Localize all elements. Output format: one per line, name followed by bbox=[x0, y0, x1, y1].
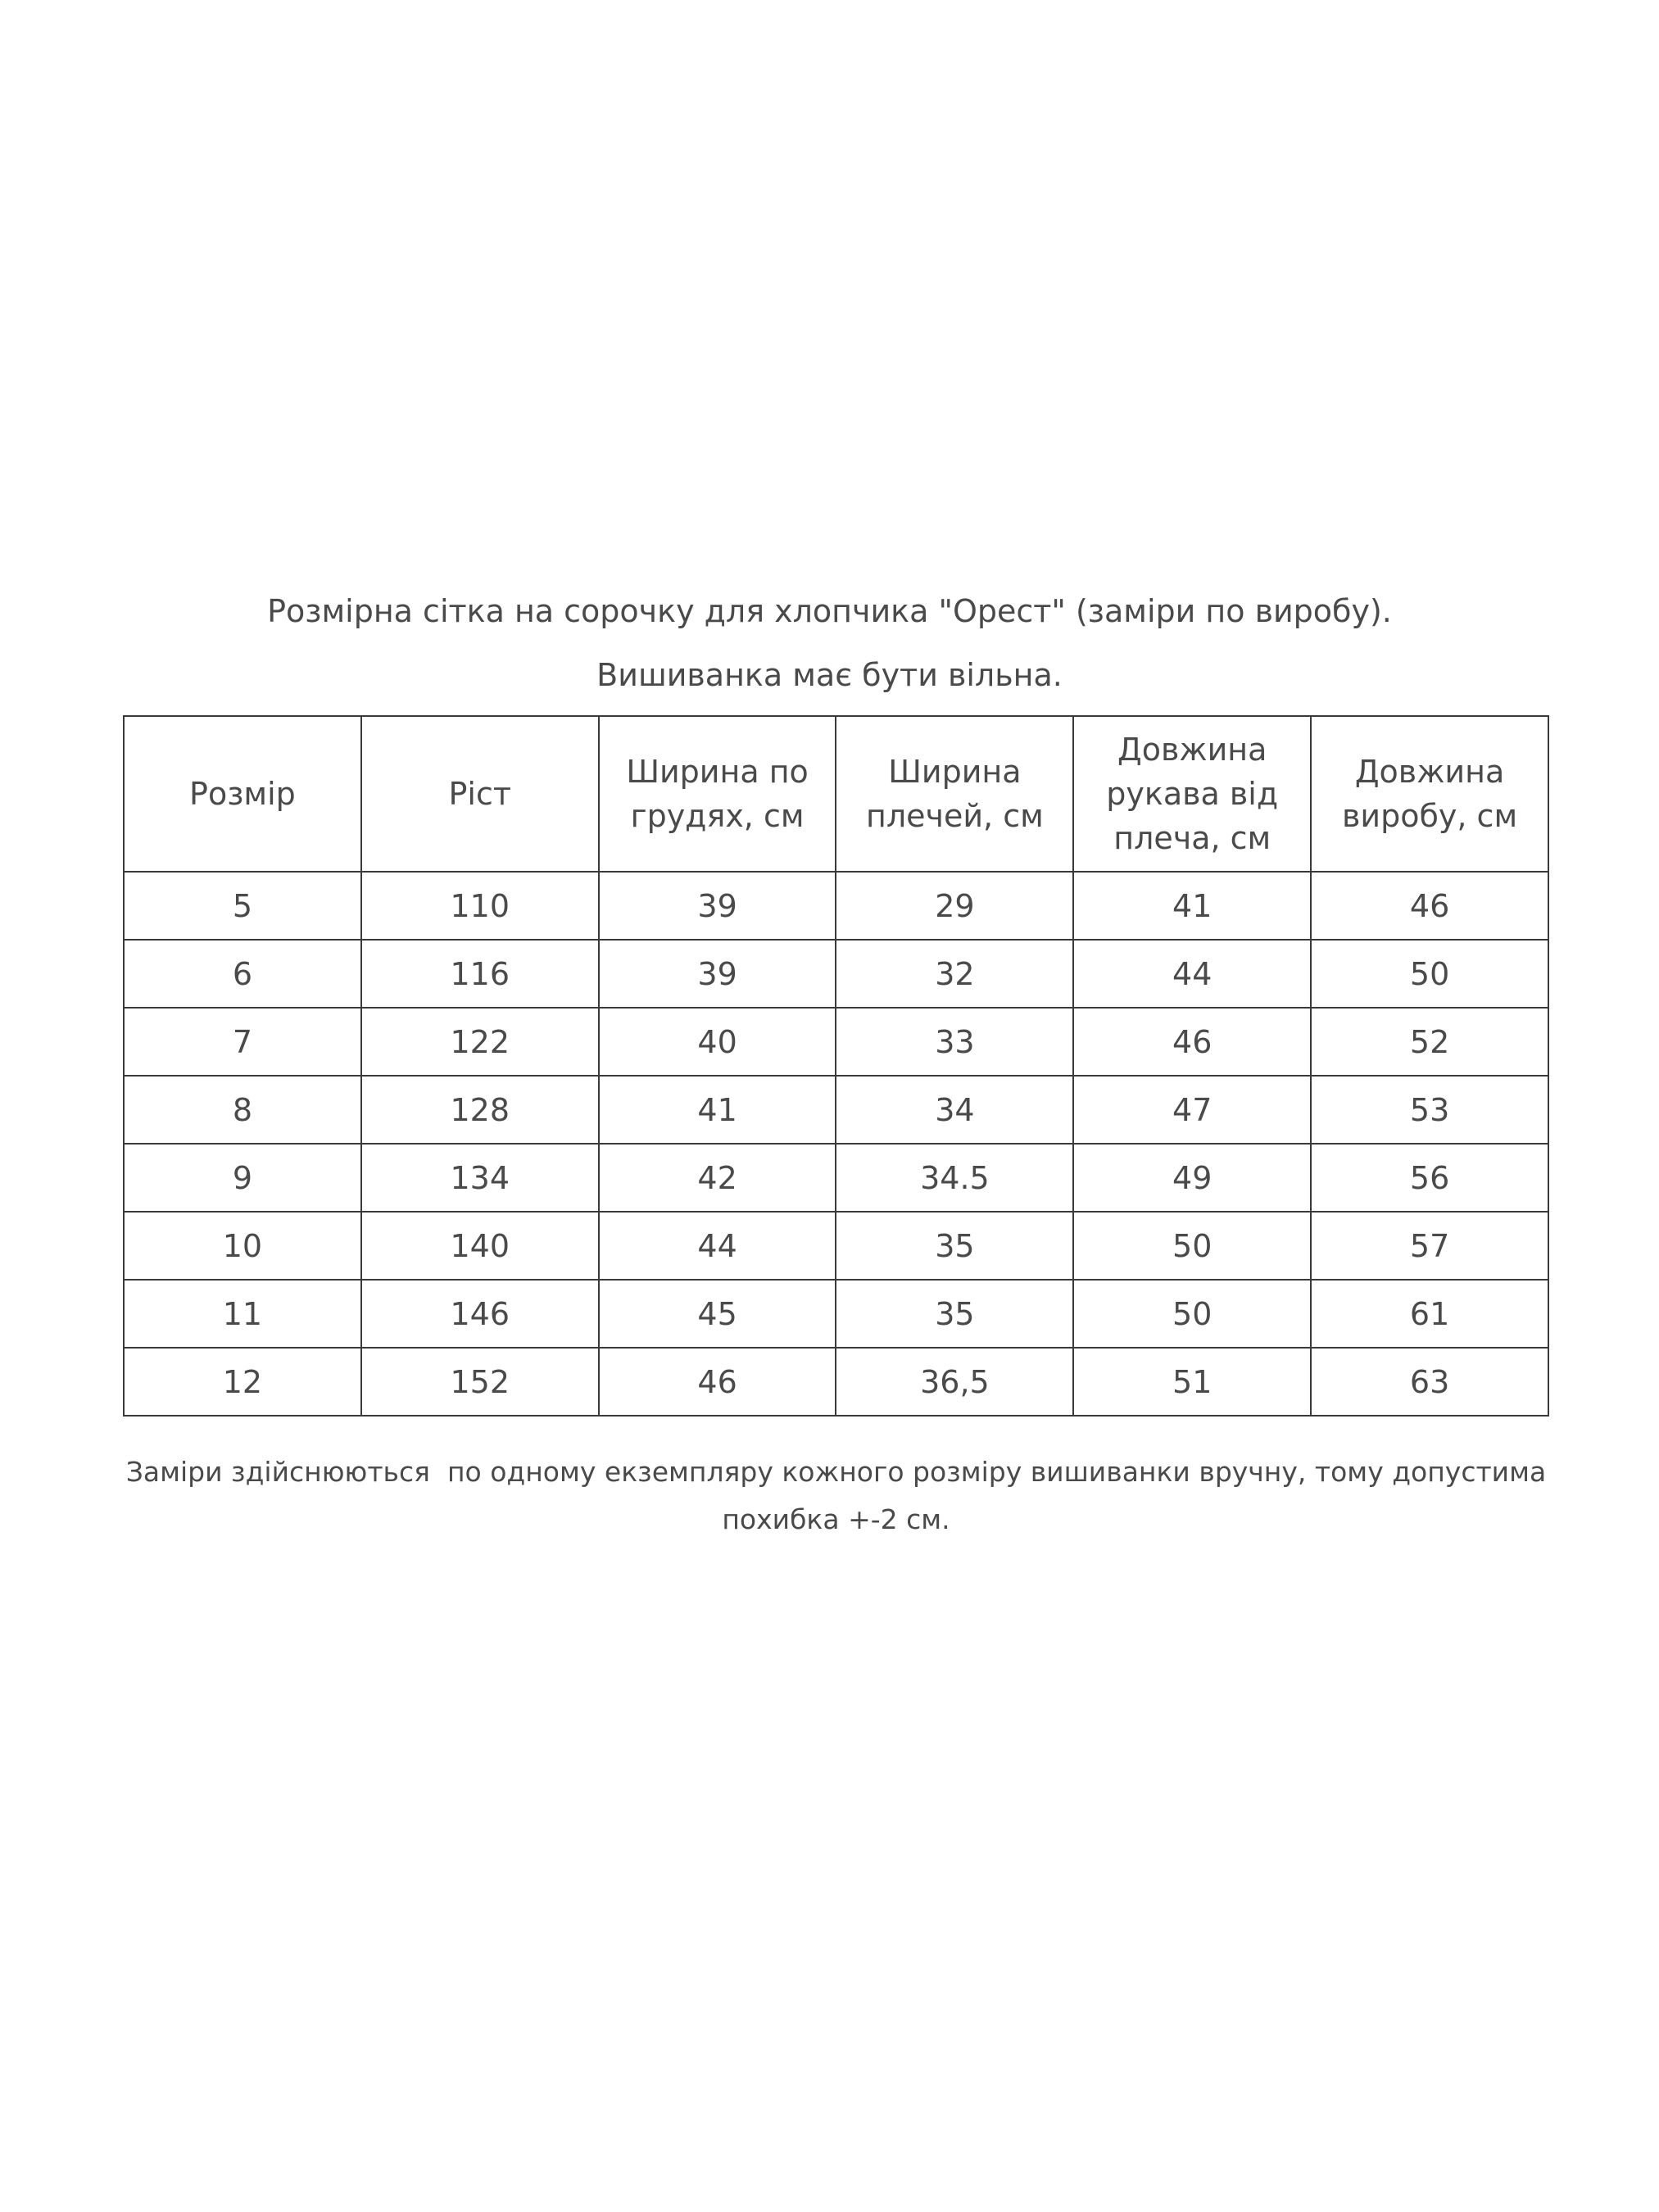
table-cell: 34 bbox=[836, 1076, 1073, 1144]
table-cell: 40 bbox=[599, 1008, 836, 1076]
table-cell: 128 bbox=[361, 1076, 599, 1144]
table-cell: 39 bbox=[599, 872, 836, 940]
table-cell: 10 bbox=[124, 1212, 361, 1280]
table-cell: 6 bbox=[124, 940, 361, 1008]
table-cell: 50 bbox=[1073, 1212, 1311, 1280]
table-cell: 33 bbox=[836, 1008, 1073, 1076]
table-cell: 134 bbox=[361, 1144, 599, 1212]
table-cell: 35 bbox=[836, 1280, 1073, 1348]
table-cell: 53 bbox=[1311, 1076, 1548, 1144]
table-cell: 8 bbox=[124, 1076, 361, 1144]
table-cell: 140 bbox=[361, 1212, 599, 1280]
title-line-2: Вишиванка має бути вільна. bbox=[596, 657, 1063, 693]
measurement-note bbox=[123, 1448, 1549, 1543]
note-line-2: похибка +-2 см. bbox=[722, 1503, 950, 1535]
table-cell: 12 bbox=[124, 1348, 361, 1416]
table-row bbox=[124, 1144, 1548, 1212]
header-chest-width: Ширина по грудях, см bbox=[599, 716, 836, 872]
table-cell: 51 bbox=[1073, 1348, 1311, 1416]
table-cell: 41 bbox=[1073, 872, 1311, 940]
header-shoulder-width: Ширина плечей, см bbox=[836, 716, 1073, 872]
table-cell: 35 bbox=[836, 1212, 1073, 1280]
size-chart-table bbox=[123, 715, 1549, 1416]
table-row bbox=[124, 940, 1548, 1008]
table-cell: 50 bbox=[1073, 1280, 1311, 1348]
table-cell: 110 bbox=[361, 872, 599, 940]
header-height: Ріст bbox=[361, 716, 599, 872]
table-cell: 41 bbox=[599, 1076, 836, 1144]
table-cell: 47 bbox=[1073, 1076, 1311, 1144]
table-cell: 44 bbox=[1073, 940, 1311, 1008]
table-cell: 7 bbox=[124, 1008, 361, 1076]
table-cell: 57 bbox=[1311, 1212, 1548, 1280]
table-header-row bbox=[124, 716, 1548, 872]
title-line-1: Розмірна сітка на сорочку для хлопчика "Орест" (заміри по виробу). bbox=[267, 593, 1392, 629]
header-garment-length: Довжина виробу, см bbox=[1311, 716, 1548, 872]
table-cell: 49 bbox=[1073, 1144, 1311, 1212]
table-cell: 39 bbox=[599, 940, 836, 1008]
table-cell: 116 bbox=[361, 940, 599, 1008]
table-cell: 5 bbox=[124, 872, 361, 940]
table-cell: 146 bbox=[361, 1280, 599, 1348]
table-row bbox=[124, 1348, 1548, 1416]
table-cell: 50 bbox=[1311, 940, 1548, 1008]
header-sleeve-length: Довжина рукава від плеча, см bbox=[1073, 716, 1311, 872]
table-row bbox=[124, 1076, 1548, 1144]
header-size: Розмір bbox=[124, 716, 361, 872]
table-cell: 152 bbox=[361, 1348, 599, 1416]
note-line-1: Заміри здійснюються по одному екземпляру кожного розміру вишиванки вручну, тому допустима bbox=[125, 1456, 1547, 1488]
table-row bbox=[124, 1008, 1548, 1076]
table-cell: 45 bbox=[599, 1280, 836, 1348]
table-cell: 44 bbox=[599, 1212, 836, 1280]
table-row bbox=[124, 872, 1548, 940]
table-cell: 63 bbox=[1311, 1348, 1548, 1416]
table-row bbox=[124, 1212, 1548, 1280]
table-cell: 34.5 bbox=[836, 1144, 1073, 1212]
table-cell: 52 bbox=[1311, 1008, 1548, 1076]
table-cell: 46 bbox=[599, 1348, 836, 1416]
table-cell: 46 bbox=[1073, 1008, 1311, 1076]
table-cell: 11 bbox=[124, 1280, 361, 1348]
table-row bbox=[124, 1280, 1548, 1348]
table-cell: 56 bbox=[1311, 1144, 1548, 1212]
table-cell: 122 bbox=[361, 1008, 599, 1076]
table-cell: 32 bbox=[836, 940, 1073, 1008]
table-cell: 36,5 bbox=[836, 1348, 1073, 1416]
table-cell: 9 bbox=[124, 1144, 361, 1212]
table-cell: 46 bbox=[1311, 872, 1548, 940]
table-cell: 61 bbox=[1311, 1280, 1548, 1348]
table-cell: 42 bbox=[599, 1144, 836, 1212]
table-cell: 29 bbox=[836, 872, 1073, 940]
